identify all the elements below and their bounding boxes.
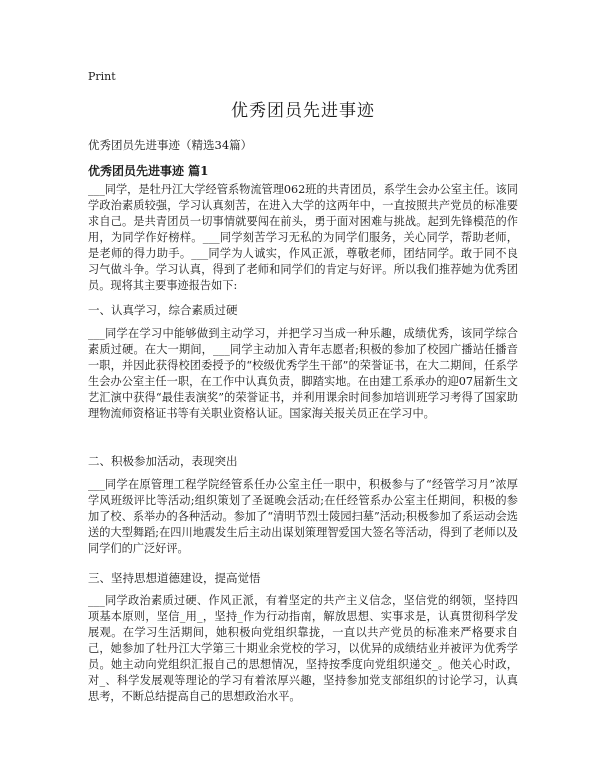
ideology-paragraph: ___同学政治素质过硬、作风正派，有着坚定的共产主义信念，坚信党的纲领，坚持四项基本原则，坚信_用_，坚持_作为行动指南，解放思想、实事求是，认真贯彻科学发展观。在学习生活期间，她积极向党组织靠拢，一直以共产党员的标准来严格要求自己，她参加了牡丹江大学第三十期业余党校的学习，以优异的成绩结业并被评为优秀学员。她主动向党组织汇报自己的思想情况，坚持按季度向党组织递交_。他关心时政，对_、科学发展观等理论的学习有着浓厚兴趣，坚持参加党支部组织的讨论学习，认真思考，不断总结提高自己的思想政治水平。 bbox=[88, 594, 518, 703]
heading-study: 一、认真学习，综合素质过硬 bbox=[88, 303, 238, 317]
heading-activities: 二、积极参加活动，表现突出 bbox=[88, 454, 238, 468]
document-title: 优秀团员先进事迹 bbox=[231, 101, 375, 121]
print-link[interactable]: Print bbox=[88, 70, 116, 83]
activities-paragraph: ___同学在原管理工程学院经管系任办公室主任一职中，积极参与了“经管学习月”浓厚学风班级评比等活动;组织策划了圣诞晚会活动;在任经管系办公室主任期间，积极的参加了校、系举办的各种活动。参加了“清明节烈士陵园扫墓”活动;积极参加了系运动会选送的大型舞蹈;在四川地震发生后主动出谋划策理智爱国大签名等活动，得到了老师以及同学们的广泛好评。 bbox=[88, 478, 518, 555]
section-title: 优秀团员先进事迹 篇1 bbox=[88, 164, 209, 178]
intro-paragraph: ___同学，是牡丹江大学经管系物流管理062班的共青团员，系学生会办公室主任。该同学政治素质较强，学习认真刻苦，在进入大学的这两年中，一直按照共产党员的标准要求自己。是共青团员一切事情就要闯在前头，勇于面对困难与挑战。起到先锋模范的作用，为同学作好榜样。___同学刻苦学习无私的为同学们服务，关心同学，帮助老师，是老师的得力助手。___同学为人诚实，作风正派，尊敬老师，团结同学。敢于同不良习气做斗争。学习认真，得到了老师和同学们的肯定与好评。所以我们推荐她为优秀团员。现将其主要事迹报告如下: bbox=[88, 183, 518, 292]
document-subtitle: 优秀团员先进事迹（精选34篇） bbox=[88, 138, 253, 152]
heading-ideology: 三、坚持思想道德建设，提高觉悟 bbox=[88, 571, 261, 585]
study-paragraph: ___同学在学习中能够做到主动学习，并把学习当成一种乐趣，成绩优秀，该同学综合素质过硬。在大一期间，___同学主动加入青年志愿者;积极的参加了校园广播站任播音一职，并因此获得校团委授予的“校级优秀学生干部”的荣誉证书，在大二期间，任系学生会办公室主任一职，在工作中认真负责，脚踏实地。在由建工系承办的迎07届新生文艺汇演中获得“最佳表演奖”的荣誉证书，并利用课余时间参加培训班学习考得了国家助理物流师资格证书等有关职业资格认证。国家海关报关员正在学习中。 bbox=[88, 327, 518, 420]
